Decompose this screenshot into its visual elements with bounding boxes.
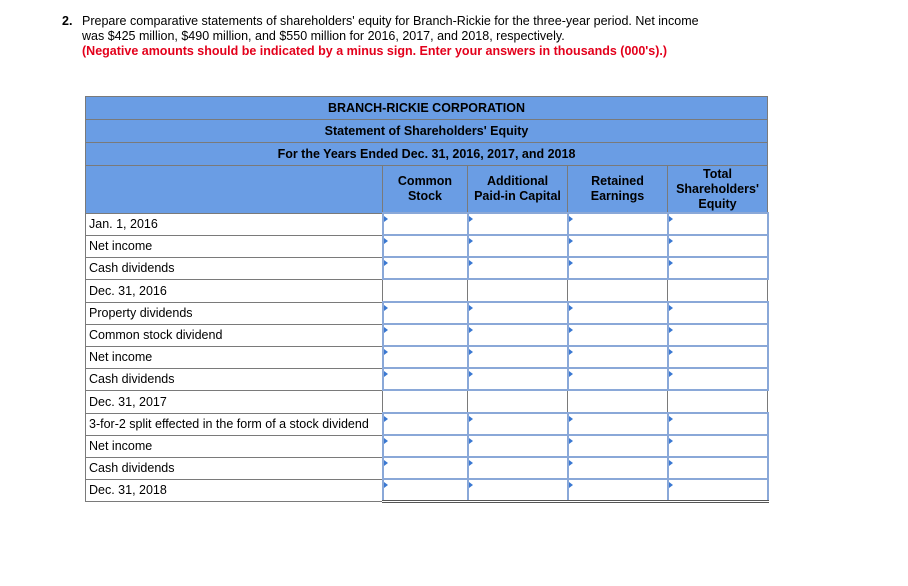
row-label: Dec. 31, 2017 xyxy=(86,390,383,413)
table-row xyxy=(86,213,768,235)
row-label: Cash dividends xyxy=(86,457,383,479)
table-row xyxy=(86,435,768,457)
table-row xyxy=(86,457,768,479)
amount-input-cell[interactable] xyxy=(568,302,668,324)
amount-input-cell[interactable] xyxy=(383,324,468,346)
col-total-equity: Total Shareholders' Equity xyxy=(668,166,768,214)
statement-period: For the Years Ended Dec. 31, 2016, 2017, and 2018 xyxy=(86,143,768,166)
table-row xyxy=(86,324,768,346)
amount-input-cell[interactable] xyxy=(668,346,768,368)
amount-input-cell[interactable] xyxy=(668,368,768,390)
amount-input-cell[interactable] xyxy=(668,257,768,279)
col-apic: Additional Paid-in Capital xyxy=(468,166,568,214)
table-row xyxy=(86,368,768,390)
amount-input-cell[interactable] xyxy=(468,346,568,368)
company-name: BRANCH-RICKIE CORPORATION xyxy=(86,97,768,120)
amount-input-cell[interactable] xyxy=(383,435,468,457)
amount-input-cell[interactable] xyxy=(468,235,568,257)
column-header-row xyxy=(86,166,768,214)
amount-input-cell[interactable] xyxy=(668,324,768,346)
amount-input-cell[interactable] xyxy=(383,413,468,435)
amount-input-cell[interactable] xyxy=(383,257,468,279)
amount-input-cell[interactable] xyxy=(383,457,468,479)
question-block xyxy=(62,14,702,59)
amount-input-cell[interactable] xyxy=(468,257,568,279)
amount-input-cell[interactable] xyxy=(668,457,768,479)
amount-input-cell[interactable] xyxy=(568,235,668,257)
amount-input-cell[interactable] xyxy=(568,479,668,501)
amount-input-cell[interactable] xyxy=(668,213,768,235)
row-label: Cash dividends xyxy=(86,368,383,390)
amount-input-cell[interactable] xyxy=(468,435,568,457)
amount-input-cell[interactable] xyxy=(383,346,468,368)
amount-input-cell[interactable] xyxy=(468,368,568,390)
amount-cell xyxy=(468,279,568,302)
amount-input-cell[interactable] xyxy=(468,479,568,501)
amount-input-cell[interactable] xyxy=(468,457,568,479)
amount-input-cell[interactable] xyxy=(568,346,668,368)
amount-input-cell[interactable] xyxy=(383,479,468,501)
amount-input-cell[interactable] xyxy=(383,235,468,257)
amount-input-cell[interactable] xyxy=(468,213,568,235)
table-row xyxy=(86,413,768,435)
amount-input-cell[interactable] xyxy=(383,302,468,324)
question-text: Prepare comparative statements of shareholders' equity for Branch-Rickie for the three-year period. Net income was $425 million, $490 million, and $550 million for 2016, 2017, and 2018, respectively. xyxy=(82,14,699,43)
col-common-stock: Common Stock xyxy=(383,166,468,214)
amount-input-cell[interactable] xyxy=(668,413,768,435)
table-row xyxy=(86,279,768,302)
question-note: (Negative amounts should be indicated by a minus sign. Enter your answers in thousands (000's).) xyxy=(82,44,668,58)
table-row xyxy=(86,235,768,257)
amount-cell xyxy=(383,390,468,413)
row-label: Cash dividends xyxy=(86,257,383,279)
col-retained-earnings: Retained Earnings xyxy=(568,166,668,214)
row-label: Net income xyxy=(86,435,383,457)
amount-input-cell[interactable] xyxy=(468,324,568,346)
amount-cell xyxy=(383,279,468,302)
amount-input-cell[interactable] xyxy=(468,302,568,324)
row-label: Net income xyxy=(86,235,383,257)
amount-input-cell[interactable] xyxy=(668,235,768,257)
row-label: Dec. 31, 2016 xyxy=(86,279,383,302)
amount-cell xyxy=(468,390,568,413)
row-label: Jan. 1, 2016 xyxy=(86,213,383,235)
row-label: Dec. 31, 2018 xyxy=(86,479,383,501)
row-label: Net income xyxy=(86,346,383,368)
amount-input-cell[interactable] xyxy=(383,368,468,390)
amount-input-cell[interactable] xyxy=(668,435,768,457)
amount-input-cell[interactable] xyxy=(383,213,468,235)
amount-cell xyxy=(668,279,768,302)
question-number: 2. xyxy=(62,14,73,28)
shareholders-equity-table xyxy=(85,96,769,503)
table-row xyxy=(86,257,768,279)
table-row xyxy=(86,346,768,368)
amount-input-cell[interactable] xyxy=(568,457,668,479)
amount-input-cell[interactable] xyxy=(468,413,568,435)
amount-input-cell[interactable] xyxy=(668,479,768,501)
row-label: Property dividends xyxy=(86,302,383,324)
blank-header xyxy=(86,166,383,214)
amount-cell xyxy=(568,390,668,413)
amount-input-cell[interactable] xyxy=(568,368,668,390)
row-label: 3-for-2 split effected in the form of a stock dividend xyxy=(86,413,383,435)
amount-input-cell[interactable] xyxy=(568,324,668,346)
amount-input-cell[interactable] xyxy=(568,257,668,279)
amount-input-cell[interactable] xyxy=(668,302,768,324)
table-row xyxy=(86,390,768,413)
amount-input-cell[interactable] xyxy=(568,435,668,457)
table-row xyxy=(86,479,768,501)
table-row xyxy=(86,302,768,324)
amount-input-cell[interactable] xyxy=(568,213,668,235)
amount-cell xyxy=(568,279,668,302)
row-label: Common stock dividend xyxy=(86,324,383,346)
statement-title: Statement of Shareholders' Equity xyxy=(86,120,768,143)
amount-cell xyxy=(668,390,768,413)
amount-input-cell[interactable] xyxy=(568,413,668,435)
